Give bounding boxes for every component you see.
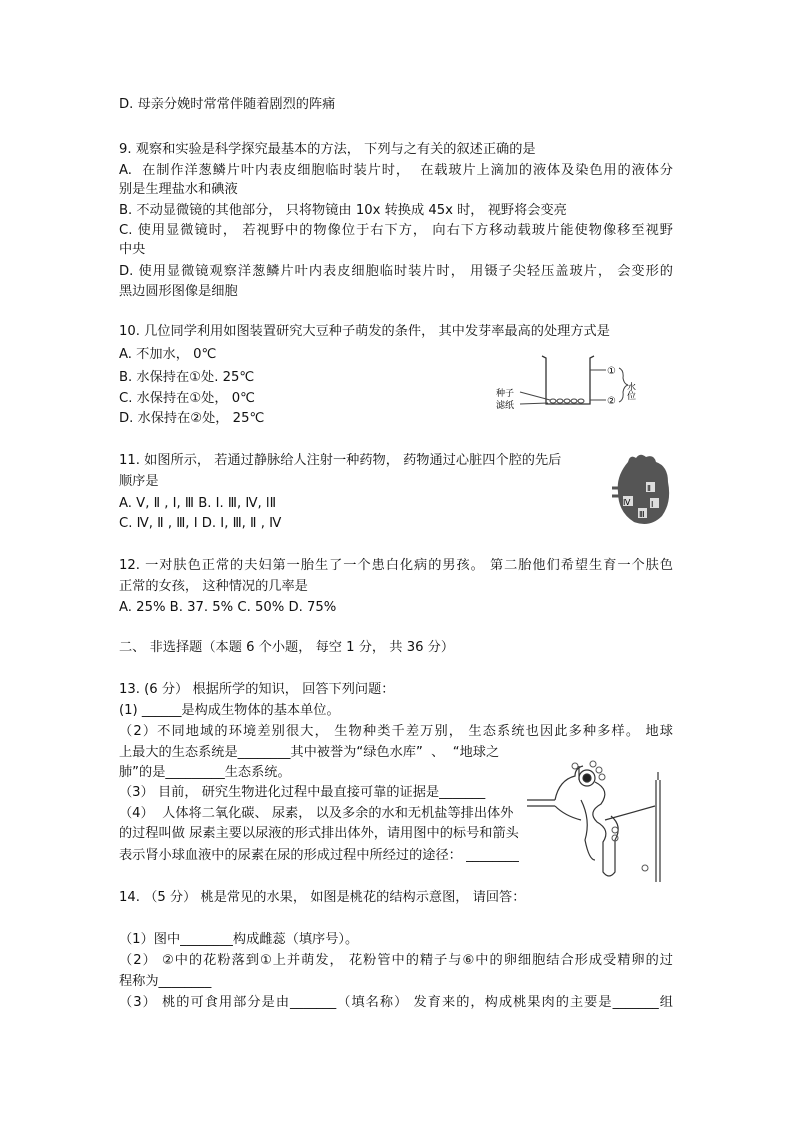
q9-option-c: C. 使用显微镜时， 若视野中的物像位于右下方， 向右下方移动载玻片能使物像移至视野 <box>119 223 673 238</box>
q9-option-d: D. 使用显微镜观察洋葱鳞片叶内表皮细胞临时装片时， 用镊子尖轻压盖玻片， 会变形的 <box>119 264 673 279</box>
q10-option-b: B. 水保持在①处. 25℃ <box>119 370 255 385</box>
q13-part-4-cont2: 表示肾小球血液中的尿素在尿的形成过程中所经过的途径： ________ <box>119 848 519 863</box>
q12-stem: 12. 一对肤色正常的夫妇第一胎生了一个患白化病的男孩。 第二胎他们希望生育一个肤色 <box>119 558 673 573</box>
q9-option-c-cont: 中央 <box>119 242 146 257</box>
q8-option-d: D. 母亲分娩时常常伴随着剧烈的阵痛 <box>119 97 336 112</box>
q11-stem-cont: 顺序是 <box>119 474 159 489</box>
q11-stem: 11. 如图所示， 若通过静脉给人注射一种药物， 药物通过心脏四个腔的先后 <box>119 453 562 468</box>
q14-part-3: （3） 桃的可食用部分是由_______（填名称） 发育来的，构成桃果肉的主要是_______组 <box>119 995 673 1010</box>
q14-stem: 14. （5 分） 桃是常见的水果， 如图是桃花的结构示意图， 请回答： <box>119 890 526 905</box>
q11-options-cd: C. Ⅳ, Ⅱ , Ⅲ, I D. I, Ⅲ, Ⅱ , Ⅳ <box>119 516 282 531</box>
q13-part-3: （3） 目前， 研究生物进化过程中最直接可靠的证据是_______ <box>119 785 486 800</box>
nephron-figure <box>515 760 665 885</box>
q9-option-a-cont: 别是生理盐水和碘液 <box>119 182 238 197</box>
q9-stem: 9. 观察和实验是科学探究最基本的方法， 下列与之有关的叙述正确的是 <box>119 142 536 157</box>
q9-option-a: A. 在制作洋葱鳞片叶内表皮细胞临时装片时， 在载玻片上滴加的液体及染色用的液体分 <box>119 163 673 178</box>
q13-part-2-cont2: 肺”的是_________生态系统。 <box>119 765 291 780</box>
heart-label-iv: Ⅳ <box>623 498 631 507</box>
q12-options: A. 25% B. 37. 5% C. 50% D. 75% <box>119 600 337 615</box>
q9-option-d-cont: 黑边圆形图像是细胞 <box>119 284 238 299</box>
q13-part-2-cont: 上最大的生态系统是________其中被誉为“绿色水库” 、 “地球之 <box>119 745 500 760</box>
q12-stem-cont: 正常的女孩， 这种情况的几率是 <box>119 579 308 594</box>
water-level-label: 水位 <box>625 382 635 400</box>
section-2-title: 二、 非选择题（本题 6 个小题， 每空 1 分， 共 36 分） <box>119 640 455 655</box>
heart-label-ii: Ⅱ <box>647 484 651 493</box>
q11-options-ab: A. V, Ⅱ , I, Ⅲ B. I. Ⅲ, Ⅳ, lⅡ <box>119 496 277 511</box>
q13-part-4: （4） 人体将二氧化碳、 尿素， 以及多余的水和无机盐等排出体外 <box>119 806 514 821</box>
q10-stem: 10. 几位同学利用如图装置研究大豆种子萌发的条件， 其中发芽率最高的处理方式是 <box>119 324 610 339</box>
q13-part-4-cont: 的过程叫做 尿素主要以尿液的形式排出体外，请用图中的标号和箭头 <box>119 826 519 841</box>
q13-part-2: （2）不同地域的环境差别很大， 生物种类千差万别， 生态系统也因此多种多样。 地球 <box>119 724 673 739</box>
q13-stem: 13. (6 分） 根据所学的知识， 回答下列问题： <box>119 682 395 697</box>
q10-option-a: A. 不加水， 0℃ <box>119 347 217 362</box>
q9-option-b: B. 不动显微镜的其他部分， 只将物镜由 10x 转换成 45x 时， 视野将会变亮 <box>119 203 567 218</box>
heart-label-iii: Ⅲ <box>639 510 645 519</box>
q13-part-1: (1) ______是构成生物体的基本单位。 <box>119 703 340 718</box>
q14-part-2: （2） ②中的花粉落到①上并萌发， 花粉管中的精子与⑥中的卵细胞结合形成受精卵的过 <box>119 953 673 968</box>
seed-label: 种子 <box>496 389 515 399</box>
mark-1-label: ① <box>607 366 616 377</box>
q14-part-1: （1）图中________构成雌蕊（填序号）。 <box>119 932 359 947</box>
q10-option-c: C. 水保持在①处， 0℃ <box>119 391 255 406</box>
q10-option-d: D. 水保持在②处， 25℃ <box>119 411 265 426</box>
mark-2-label: ② <box>607 396 616 407</box>
heart-label-i: Ⅰ <box>651 500 654 509</box>
filter-paper-label: 滤纸 <box>496 401 515 411</box>
seed-germination-beaker-figure <box>490 352 650 414</box>
heart-figure <box>610 452 676 530</box>
q14-part-2-cont: 程称为________ <box>119 974 212 989</box>
